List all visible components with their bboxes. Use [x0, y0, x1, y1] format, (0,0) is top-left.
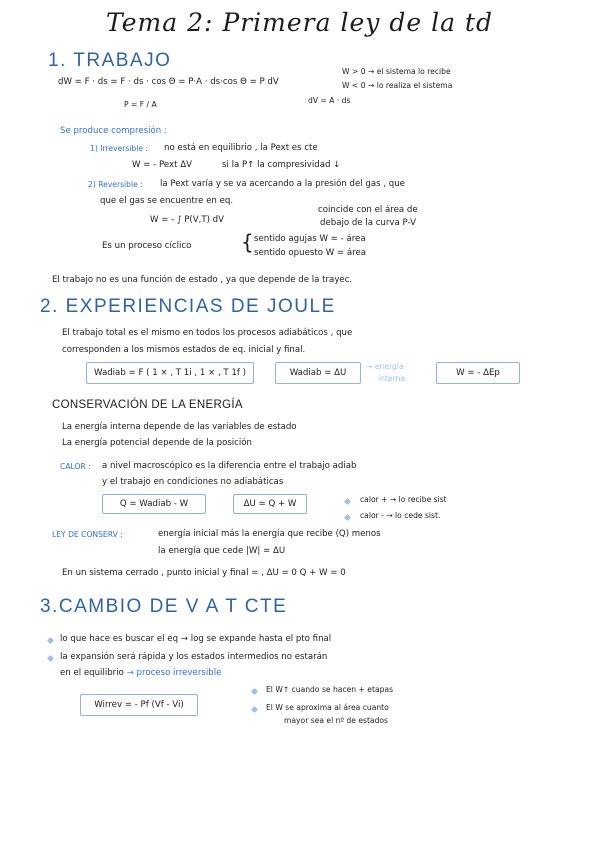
irreversible-label: 1) Irreversible :: [90, 144, 148, 153]
bullet-icon: [344, 498, 351, 505]
bullet-icon: [47, 637, 54, 644]
volume-equation: dV = A · ds: [308, 96, 351, 105]
bullet-icon: [344, 514, 351, 521]
page-title: Tema 2: Primera ley de la td: [106, 8, 493, 37]
expansion-bullet-1: lo que hace es buscar el eq → log se expande hasta el pto final: [60, 634, 332, 644]
work-positive-note: W > 0 → el sistema lo recibe: [342, 67, 451, 76]
area-approximation-note-2: mayor sea el nº de estados: [284, 716, 389, 725]
irreversible-note: si la P↑ la compresividad ↓: [222, 160, 341, 170]
reversible-area-note-1: coincide con el área de: [318, 205, 418, 215]
pressure-equation: P = F / A: [124, 100, 157, 109]
potential-energy-statement: La energía potencial depende de la posición: [62, 438, 253, 448]
closed-system-statement: En un sistema cerrado , punto inicial y final = , ΔU = 0 Q + W = 0: [62, 568, 346, 578]
expansion-bullet-2-cont: en el equilibrio → proceso irreversible: [60, 668, 222, 678]
cyclic-counterclockwise: sentido opuesto W = área: [254, 248, 367, 258]
heat-negative-note: calor - → lo cede sist.: [360, 511, 441, 520]
heat-label: CALOR :: [60, 462, 91, 471]
conservation-law-2: la energía que cede |W| = ΔU: [158, 546, 286, 556]
cyclic-clockwise: sentido agujas W = - área: [254, 234, 366, 244]
irreversible-equation: W = - Pext ΔV: [132, 160, 192, 170]
section-heading-cambio: 3.CAMBIO DE V A T CTE: [40, 596, 288, 617]
reversible-text-2: que el gas se encuentre en eq.: [100, 196, 234, 206]
internal-energy-statement: La energía interna depende de las variables de estado: [62, 422, 297, 432]
bullet-icon: [47, 655, 54, 662]
heat-definition-2: y el trabajo en condiciones no adiabáticas: [102, 477, 284, 487]
irreversible-work-box: Wirrev = - Pf (Vf - Vi): [80, 694, 198, 716]
adiabatic-energy-box: Wadiab = ΔU: [275, 362, 361, 384]
heat-positive-note: calor + → lo recibe sist: [360, 495, 447, 504]
work-equation: dW = F · ds = F · ds · cos Θ = P·A · ds·cos Θ = P dV: [58, 77, 279, 87]
path-function-conclusion: El trabajo no es una función de estado , ya que depende de la trayec.: [52, 275, 353, 285]
stages-note: El W↑ cuando se hacen + etapas: [266, 685, 394, 694]
bullet-icon: [251, 706, 258, 713]
expansion-bullet-2: la expansión será rápida y los estados intermedios no estarán: [60, 652, 328, 662]
potential-energy-box: W = - ΔEp: [436, 362, 520, 384]
conservation-law-1: energía inicial más la energía que recibe (Q) menos: [158, 529, 381, 539]
cyclic-brace: {: [241, 230, 254, 254]
internal-energy-note-2: interna: [378, 374, 406, 383]
heat-equation-box: Q = Wadiab - W: [102, 494, 206, 514]
internal-energy-note-1: → energía: [366, 362, 404, 371]
area-approximation-note: El W se aproxima al área cuanto: [266, 703, 389, 712]
work-negative-note: W < 0 → lo realiza el sistema: [342, 81, 453, 90]
section-heading-trabajo: 1. TRABAJO: [48, 50, 172, 71]
cyclic-process-text: Es un proceso cíclico: [102, 241, 192, 251]
reversible-equation: W = - ∫ P(V,T) dV: [150, 215, 225, 225]
irreversible-text: no está en equilibrio , la Pext es cte: [164, 143, 318, 153]
irreversible-process-arrow: → proceso irreversible: [126, 668, 222, 678]
bullet-icon: [251, 688, 258, 695]
first-law-box: ΔU = Q + W: [233, 494, 307, 514]
section-heading-joule: 2. EXPERIENCIAS DE JOULE: [40, 296, 336, 317]
reversible-label: 2) Reversible :: [88, 180, 143, 189]
joule-intro-1: El trabajo total es el mismo en todos los procesos adiabáticos , que: [62, 328, 353, 338]
energy-conservation-heading: CONSERVACIÓN DE LA ENERGÍA: [52, 399, 243, 411]
heat-definition-1: a nivel macroscópico es la diferencia entre el trabajo adiab: [102, 461, 357, 471]
adiabatic-work-box: Wadiab = F ( 1 × , T 1i , 1 × , T 1f ): [86, 362, 254, 384]
joule-intro-2: corresponden a los mismos estados de eq. inicial y final.: [62, 345, 306, 355]
reversible-area-note-2: debajo de la curva P-V: [320, 218, 416, 228]
conservation-law-label: LEY DE CONSERV :: [52, 530, 123, 539]
reversible-text: la Pext varía y se va acercando a la presión del gas , que: [160, 179, 405, 189]
compression-title: Se produce compresión :: [60, 126, 167, 136]
